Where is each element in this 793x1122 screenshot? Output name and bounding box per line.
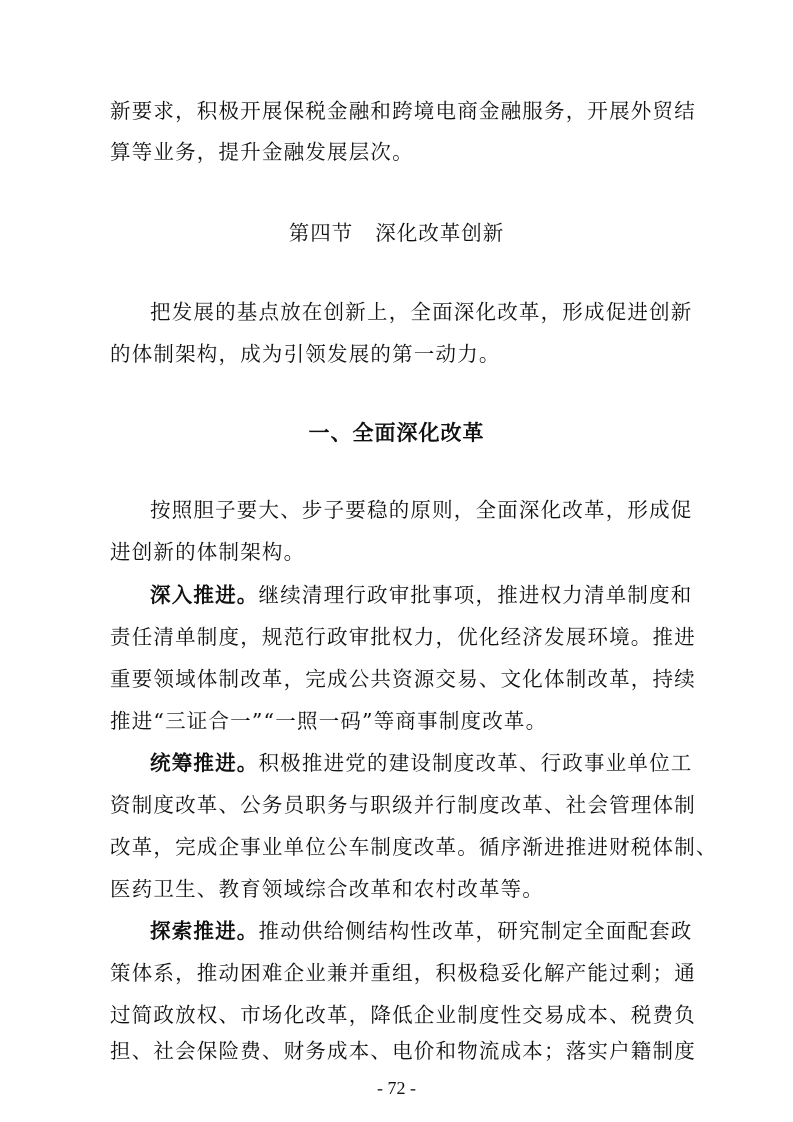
- deepen-lead: 深入推进。: [150, 583, 259, 607]
- deepen-line-4: 推进“三证合一”“一照一码”等商事制度改革。: [110, 709, 548, 733]
- deepen-line-2: 责任清单制度，规范行政审批权力，优化经济发展环境。推进: [110, 625, 696, 649]
- explore-line-1: [150, 916, 693, 946]
- intro-line-1: 新要求，积极开展保税金融和跨境电商金融服务，开展外贸结: [110, 99, 696, 123]
- section-intro-line-1: 把发展的基点放在创新上，全面深化改革，形成促进创新: [150, 300, 693, 324]
- coordinate-line-1-text: 积极推进党的建设制度改革、行政事业单位工: [258, 751, 693, 775]
- explore-lead: 探索推进。: [150, 919, 259, 943]
- explore-line-2: 策体系，推动困难企业兼并重组，积极稳妥化解产能过剩；通: [110, 961, 696, 985]
- coordinate-line-2: 资制度改革、公务员职务与职级并行制度改革、社会管理体制: [110, 793, 696, 817]
- deepen-line-3: 重要领域体制改革，完成公共资源交易、文化体制改革，持续: [110, 667, 696, 691]
- coordinate-line-1: [150, 748, 693, 778]
- coordinate-line-4: 医药卫生、教育领域综合改革和农村改革等。: [110, 877, 544, 901]
- intro-line-2: 算等业务，提升金融发展层次。: [110, 140, 414, 164]
- section-title: 深化改革创新: [375, 221, 505, 245]
- explore-line-3: 过简政放权、市场化改革，降低企业制度性交易成本、税费负: [110, 1003, 696, 1027]
- explore-line-1-text: 推动供给侧结构性改革，研究制定全面配套政: [258, 919, 693, 943]
- principle-line-1: 按照胆子要大、步子要稳的原则，全面深化改革，形成促: [150, 498, 693, 522]
- explore-line-4: 担、社会保险费、财务成本、电价和物流成本；落实户籍制度: [110, 1039, 696, 1063]
- deepen-line-1: [150, 580, 693, 610]
- coordinate-lead: 统筹推进。: [150, 751, 259, 775]
- section-number: 第四节: [288, 221, 354, 245]
- principle-line-2: 进创新的体制架构。: [110, 540, 306, 564]
- section-intro-line-2: 的体制架构，成为引领发展的第一动力。: [110, 342, 501, 366]
- page-number: - 72 -: [377, 1078, 416, 1098]
- section-heading: [0, 218, 793, 248]
- coordinate-line-3: 改革，完成企事业单位公车制度改革。循序渐进推进财税体制、: [110, 835, 718, 859]
- deepen-line-1-text: 继续清理行政审批事项，推进权力清单制度和: [258, 583, 693, 607]
- subheading: 一、全面深化改革: [308, 421, 485, 445]
